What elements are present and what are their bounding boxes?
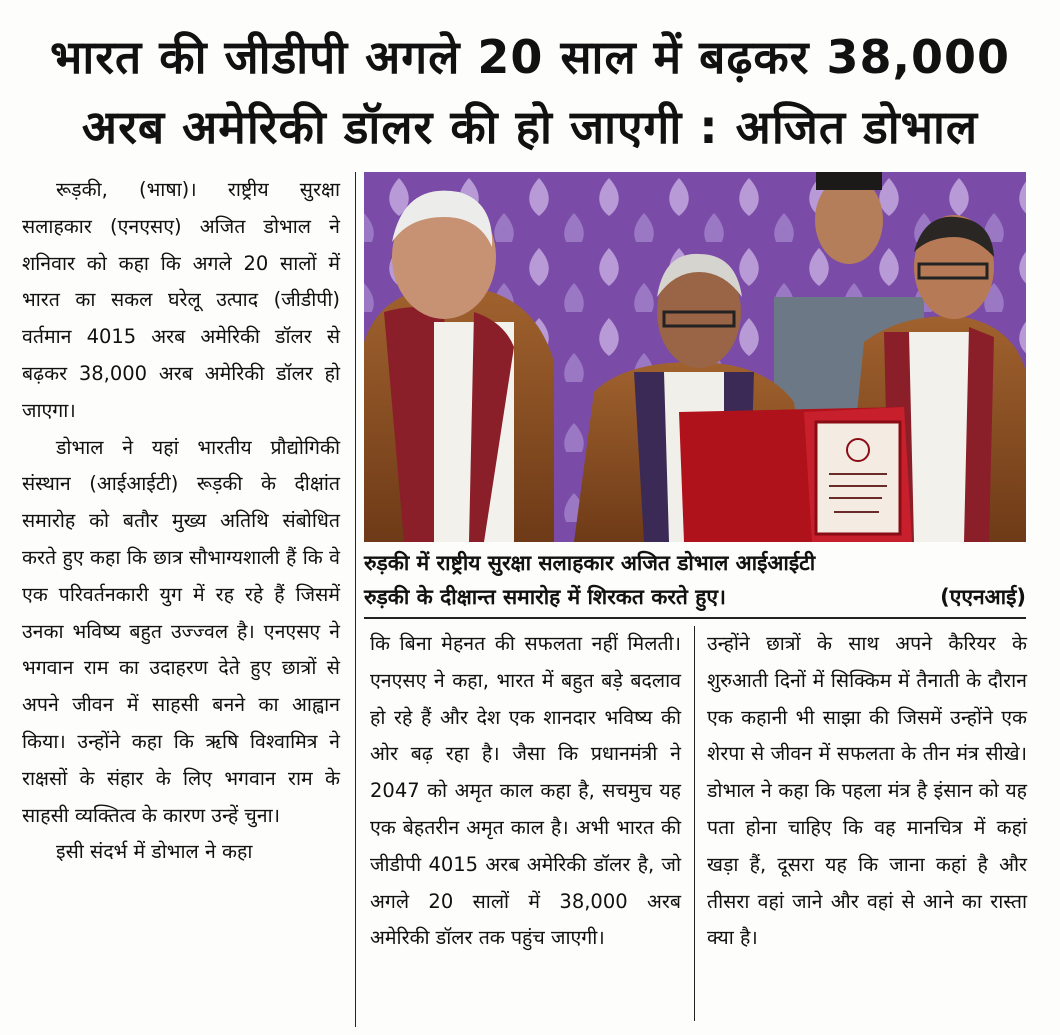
article-middle-column (370, 626, 681, 957)
column-divider-left (355, 172, 356, 1027)
column-divider-right (694, 626, 695, 1021)
caption-rule (364, 617, 1026, 619)
photo-credit: (एएनआई) (940, 585, 1026, 609)
article-paragraph-2: डोभाल ने यहां भारतीय प्रौद्योगिकी संस्थान (आईआईटी) रूड़की के दीक्षांत समारोह को बतौर मुख्य अतिथि संबोधित करते हुए कहा कि छात्र सौभाग्यशाली हैं कि वे एक परिवर्तनकारी युग में रह रहे हैं जिसमें उनका भविष्य बहुत उज्ज्वल है। एनएसए ने भगवान राम का उदाहरण देते हुए छात्रों से अपने जीवन में साहसी बनने का आह्वान किया। उन्होंने कहा कि ऋषि विश्वामित्र ने राक्षसों के संहार के लिए भगवान राम के साहसी व्यक्तित्व के कारण उन्हें चुना। (22, 435, 340, 827)
article-left-column (22, 172, 340, 871)
headline (18, 22, 1042, 162)
news-photo (364, 172, 1026, 542)
headline-line-1: भारत की जीडीपी अगले 20 साल में बढ़कर 38,000 (49, 30, 1011, 84)
caption-line-1: रुड़की में राष्ट्रीय सुरक्षा सलाहकार अजित डोभाल आईआईटी (364, 551, 816, 575)
photo-caption (364, 546, 1026, 614)
article-middle-text: कि बिना मेहनत की सफलता नहीं मिलती। एनएसए ने कहा, भारत में बहुत बड़े बदलाव हो रहे हैं और देश एक शानदार भविष्य की ओर बढ़ रहा है। जैसा कि प्रधानमंत्री ने 2047 को अमृत काल कहा है, सचमुच यह एक बेहतरीन अमृत काल है। अभी भारत की जीडीपी 4015 अरब अमेरिकी डॉलर है, जो अगले 20 सालों में 38,000 अरब अमेरिकी डॉलर तक पहुंच जाएगी। (370, 632, 681, 950)
article-paragraph-3: इसी संदर्भ में डोभाल ने कहा (56, 840, 253, 864)
article-paragraph-1: रूड़की, (भाषा)। राष्ट्रीय सुरक्षा सलाहकार (एनएसए) अजित डोभाल ने शनिवार को कहा कि अगले 20 सालों में भारत का सकल घरेलू उत्पाद (जीडीपी) वर्तमान 4015 अरब अमेरिकी डॉलर से बढ़कर 38,000 अरब अमेरिकी डॉलर हो जाएगा। (22, 178, 340, 422)
article-right-column (707, 626, 1027, 957)
caption-line-2: रुड़की के दीक्षान्त समारोह में शिरकत करते हुए। (364, 585, 726, 609)
article-right-text: उन्होंने छात्रों के साथ अपने कैरियर के शुरुआती दिनों में सिक्किम में तैनाती के दौरान एक कहानी भी साझा की जिसमें उन्होंने एक शेरपा से जीवन में सफलता के तीन मंत्र सीखे। डोभाल ने कहा कि पहला मंत्र है इंसान को यह पता होना चाहिए कि वह मानचित्र में कहां खड़ा हैं, दूसरा यह कि जाना कहां है और तीसरा वहां जाने और वहां से आने का रास्ता क्या है। (707, 632, 1027, 950)
headline-line-2: अरब अमेरिकी डॉलर की हो जाएगी : अजित डोभाल (81, 100, 979, 154)
